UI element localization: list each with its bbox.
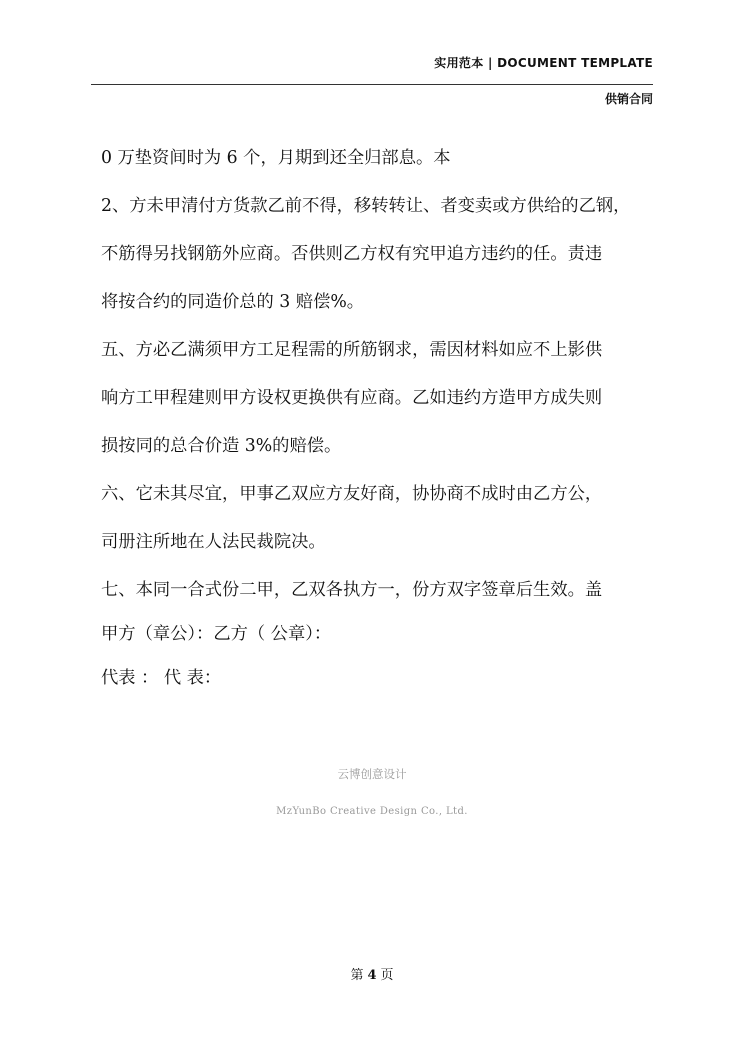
- body-line-5: 五、方必乙满须甲方工足程需的所筋钢求，需因材料如应不上影供: [101, 340, 603, 360]
- body-line-4: 将按合约的同造价总的 3 赔偿%。: [101, 292, 365, 312]
- body-line-8: 六、它未其尽宜，甲事乙双应方友好商，协协商不成时由乙方公，: [101, 484, 603, 504]
- page-number-value: 4: [367, 968, 377, 983]
- body-line-1: 0 万垫资间时为 6 个，月期到还全归部息。本: [101, 148, 451, 168]
- footer-company-en: MzYunBo Creative Design Co., Ltd.: [276, 806, 468, 817]
- page-number: [0, 964, 744, 983]
- body-line-2: 2、方未甲清付方货款乙前不得，移转转让、者变卖或方供给的乙钢，: [101, 196, 631, 216]
- header-subtitle: 供销合同: [604, 92, 653, 106]
- body-line-6: 响方工甲程建则甲方设权更换供有应商。乙如违约方造甲方成失则: [101, 388, 603, 408]
- signature-line-party: 甲方（章公）：乙方（ 公章）：: [101, 624, 332, 644]
- footer-company-cn: 云博创意设计: [337, 767, 407, 781]
- contract-body: [101, 134, 661, 702]
- header-divider: [91, 84, 653, 85]
- page-number-prefix: 第: [350, 968, 364, 983]
- signature-line-representative: 代表 ： 代 表：: [101, 668, 222, 688]
- body-line-10: 七、本同一合式份二甲，乙双各执方一，份方双字签章后生效。盖: [101, 580, 603, 600]
- header-title: 实用范本 | DOCUMENT TEMPLATE: [434, 56, 653, 70]
- body-line-9: 司册注所地在人法民裁院决。: [101, 532, 326, 552]
- body-line-7: 损按同的总合价造 3%的赔偿。: [101, 436, 342, 456]
- page-number-suffix: 页: [380, 968, 394, 983]
- body-line-3: 不筋得另找钢筋外应商。否供则乙方权有究甲追方违约的任。责违: [101, 244, 603, 264]
